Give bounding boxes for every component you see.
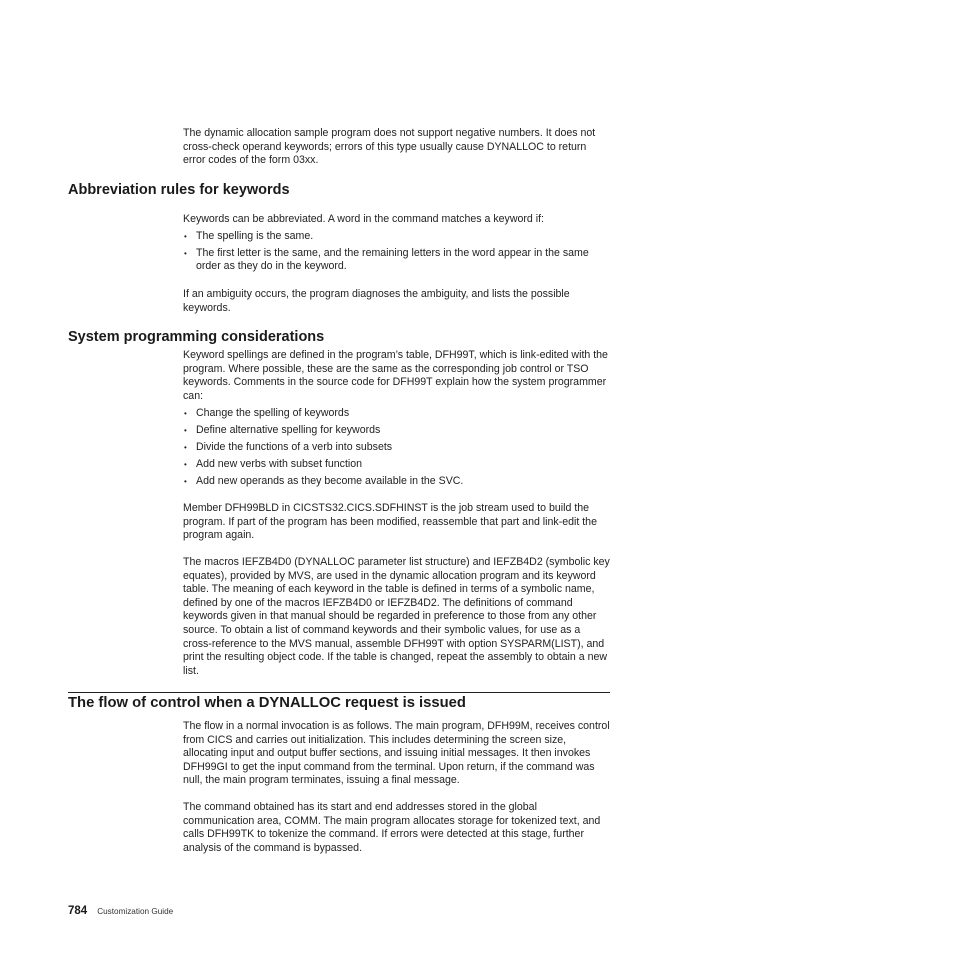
- section-divider: [68, 692, 610, 693]
- list-item: • Add new operands as they become available in the SVC.: [183, 475, 611, 489]
- system-programming-lead: Keyword spellings are defined in the program’s table, DFH99T, which is link-edited with the program. Where possible, these are the same as the corresponding job control or TSO keywords. Comments in the source code for DFH99T explain how the system programmer can:: [183, 349, 608, 402]
- abbreviation-heading: Abbreviation rules for keywords: [68, 182, 290, 198]
- list-item: • The first letter is the same, and the remaining letters in the word appear in the same order as they do in the keyword.: [183, 247, 611, 274]
- book-title: Customization Guide: [97, 907, 174, 916]
- macros-paragraph: The macros IEFZB4D0 (DYNALLOC parameter list structure) and IEFZB4D2 (symbolic key equates), provided by MVS, are used in the dynamic allocation program and its keyword table. The meaning of each keyword in the table is defined in terms of a symbolic name, defined by one of the macros IEFZB4D0 or IEFZB4D2. The definitions of command keywords given in that manual should be regarded in preference to those from any other source. To obtain a list of command keywords and their symbolic values, for use as a cross-reference to the MVS manual, assemble DFH99T with option SYSPARM(LIST), and print the resulting object code. If the table is changed, repeat the assembly to obtain a new list.: [183, 556, 610, 677]
- flow-of-control-heading: The flow of control when a DYNALLOC request is issued: [68, 695, 466, 711]
- system-programmer-tasks-list: [183, 407, 611, 489]
- intro-paragraph: The dynamic allocation sample program does not support negative numbers. It does not cross-check operand keywords; errors of this type usually cause DYNALLOC to return error codes of the form 03xx.: [183, 127, 596, 167]
- page-footer: [68, 901, 173, 919]
- list-item: • The spelling is the same.: [183, 230, 611, 244]
- list-item: • Divide the functions of a verb into subsets: [183, 441, 611, 455]
- abbreviation-lead: Keywords can be abbreviated. A word in the command matches a keyword if:: [183, 213, 544, 225]
- flow-paragraph-2: The command obtained has its start and end addresses stored in the global communication area, COMM. The main program allocates storage for tokenized text, and calls DFH99TK to tokenize the command. If errors were detected at this stage, further analysis of the command is bypassed.: [183, 801, 601, 854]
- list-item: • Add new verbs with subset function: [183, 458, 611, 472]
- list-item: • Define alternative spelling for keywords: [183, 424, 611, 438]
- member-paragraph: Member DFH99BLD in CICSTS32.CICS.SDFHINST is the job stream used to build the program. If part of the program has been modified, reassemble that part and link-edit the program again.: [183, 502, 597, 542]
- abbreviation-rules-list: [183, 230, 611, 274]
- system-programming-heading: System programming considerations: [68, 329, 325, 345]
- list-item: • Change the spelling of keywords: [183, 407, 611, 421]
- ambiguity-paragraph: If an ambiguity occurs, the program diagnoses the ambiguity, and lists the possible keywords.: [183, 288, 570, 314]
- flow-paragraph-1: The flow in a normal invocation is as follows. The main program, DFH99M, receives control from CICS and carries out initialization. This includes determining the screen size, allocating input and output buffer sections, and issuing initial messages. It then invokes DFH99GI to get the input command from the terminal. Upon return, if the command was null, the main program terminates, issuing a final message.: [183, 720, 610, 787]
- page-number: 784: [68, 905, 88, 917]
